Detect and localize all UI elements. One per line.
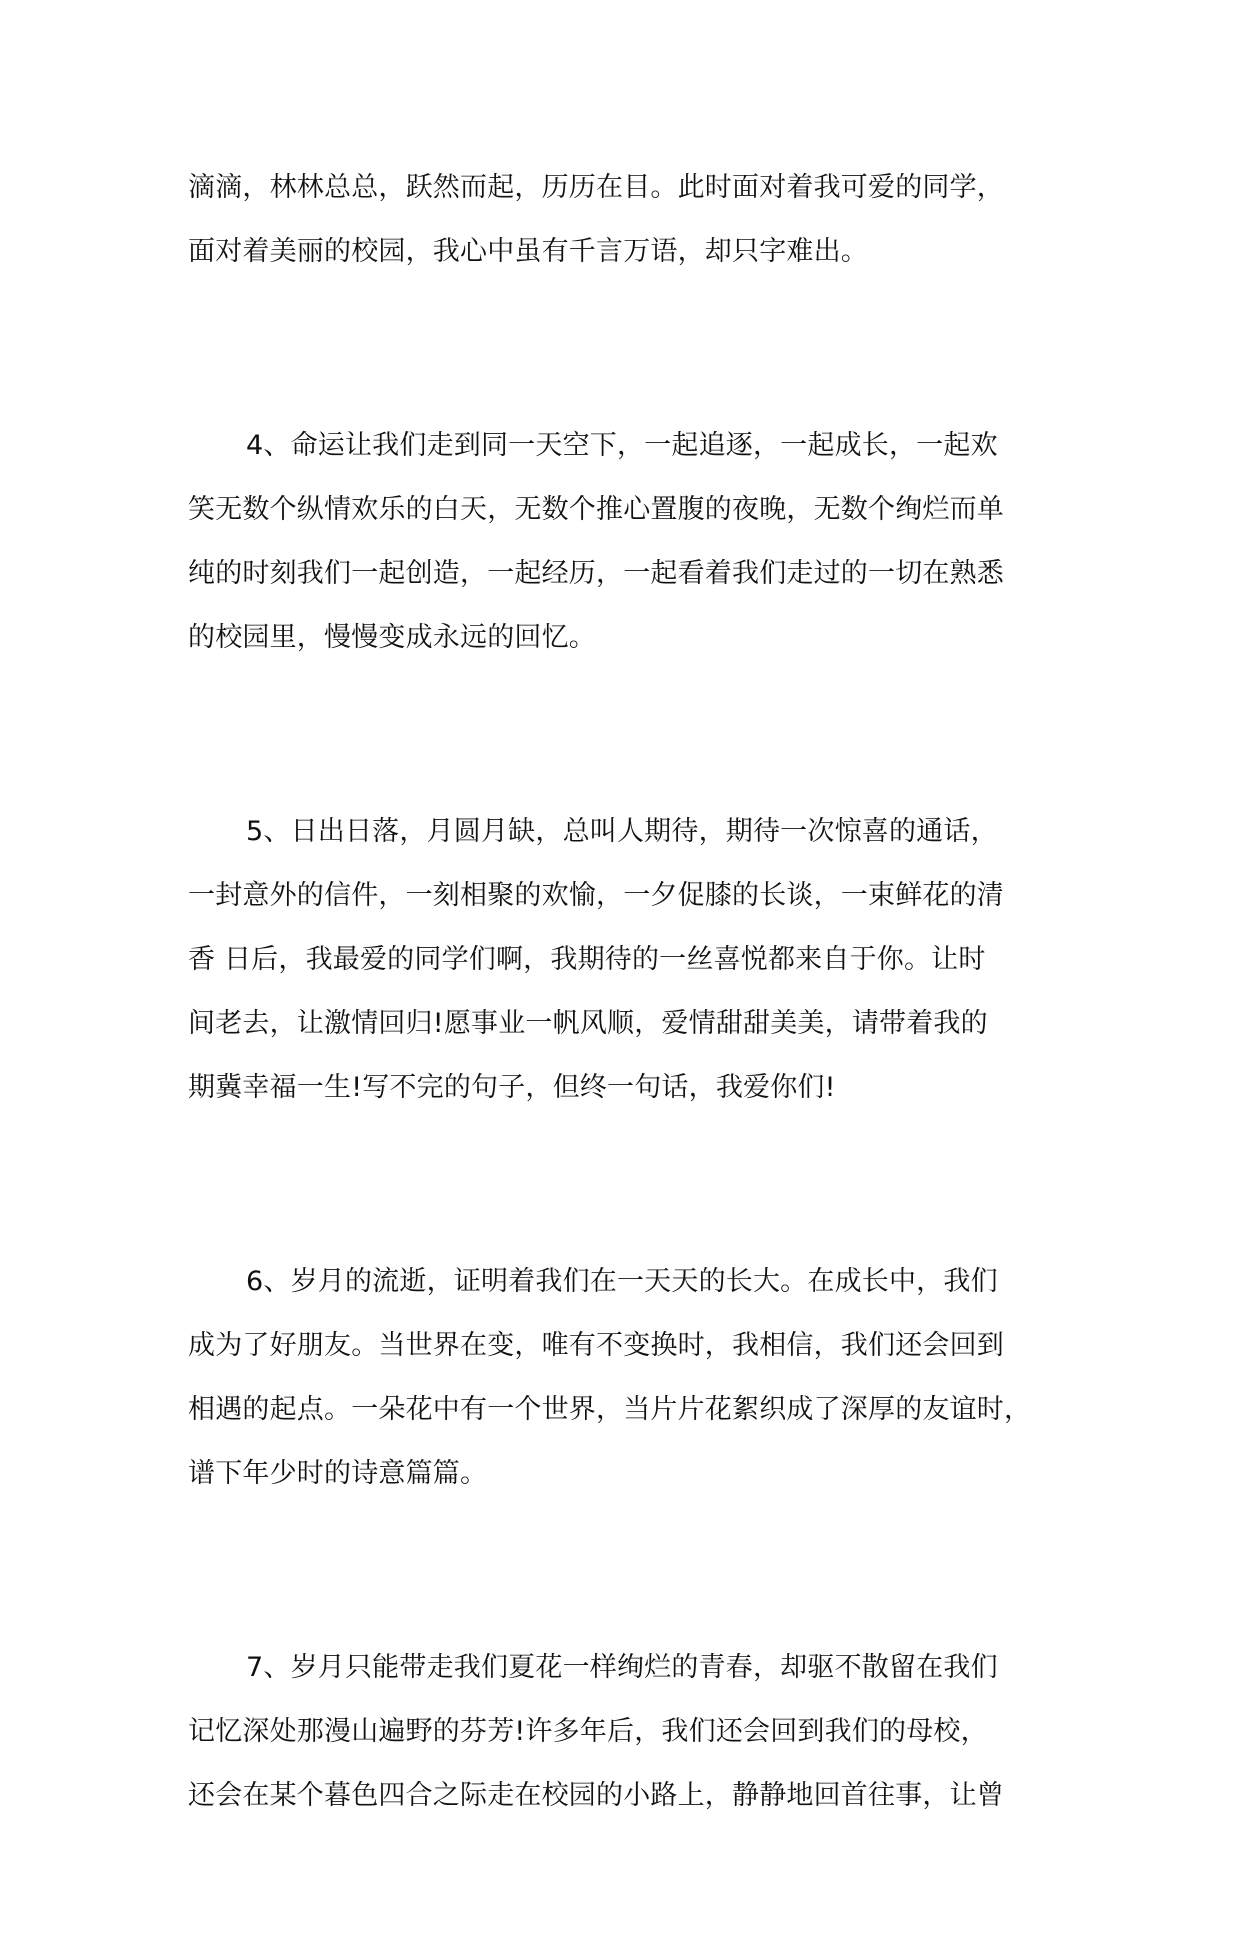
text-line: 香 日后，我最爱的同学们啊，我期待的一丝喜悦都来自于你。让时 [188,944,986,975]
text-line: 7、岁月只能带走我们夏花一样绚烂的青春，却驱不散留在我们 [246,1652,998,1683]
paragraph-item-6 [188,1250,1060,1506]
text-line: 间老去，让激情回归!愿事业一帆风顺，爱情甜甜美美，请带着我的 [188,1008,988,1039]
text-line: 记忆深处那漫山遍野的芬芳!许多年后，我们还会回到我们的母校， [188,1716,988,1747]
text-line: 纯的时刻我们一起创造，一起经历，一起看着我们走过的一切在熟悉 [188,558,1004,589]
text-line: 一封意外的信件，一刻相聚的欢愉，一夕促膝的长谈，一束鲜花的清 [188,880,1004,911]
text-line: 期冀幸福一生!写不完的句子，但终一句话，我爱你们! [188,1072,836,1103]
text-line: 笑无数个纵情欢乐的白天，无数个推心置腹的夜晚，无数个绚烂而单 [188,494,1004,525]
paragraph-item-7 [188,1636,1060,1828]
text-line: 的校园里，慢慢变成永远的回忆。 [188,622,596,653]
paragraph-continuation [188,156,1060,284]
text-line: 滴滴，林林总总，跃然而起，历历在目。此时面对着我可爱的同学， [188,172,1004,203]
text-line: 相遇的起点。一朵花中有一个世界，当片片花絮织成了深厚的友谊时， [188,1394,1032,1425]
document-body [188,156,1060,1958]
paragraph-item-5 [188,800,1060,1120]
text-line: 谱下年少时的诗意篇篇。 [188,1458,488,1489]
text-line: 成为了好朋友。当世界在变，唯有不变换时，我相信，我们还会回到 [188,1330,1004,1361]
text-line: 5、日出日落，月圆月缺，总叫人期待，期待一次惊喜的通话， [246,816,998,847]
paragraph-item-4 [188,414,1060,670]
text-line: 6、岁月的流逝，证明着我们在一天天的长大。在成长中，我们 [246,1266,998,1297]
text-line: 还会在某个暮色四合之际走在校园的小路上，静静地回首往事，让曾 [188,1780,1004,1811]
text-line: 4、命运让我们走到同一天空下，一起追逐，一起成长，一起欢 [246,430,998,461]
text-line: 面对着美丽的校园，我心中虽有千言万语，却只字难出。 [188,236,868,267]
